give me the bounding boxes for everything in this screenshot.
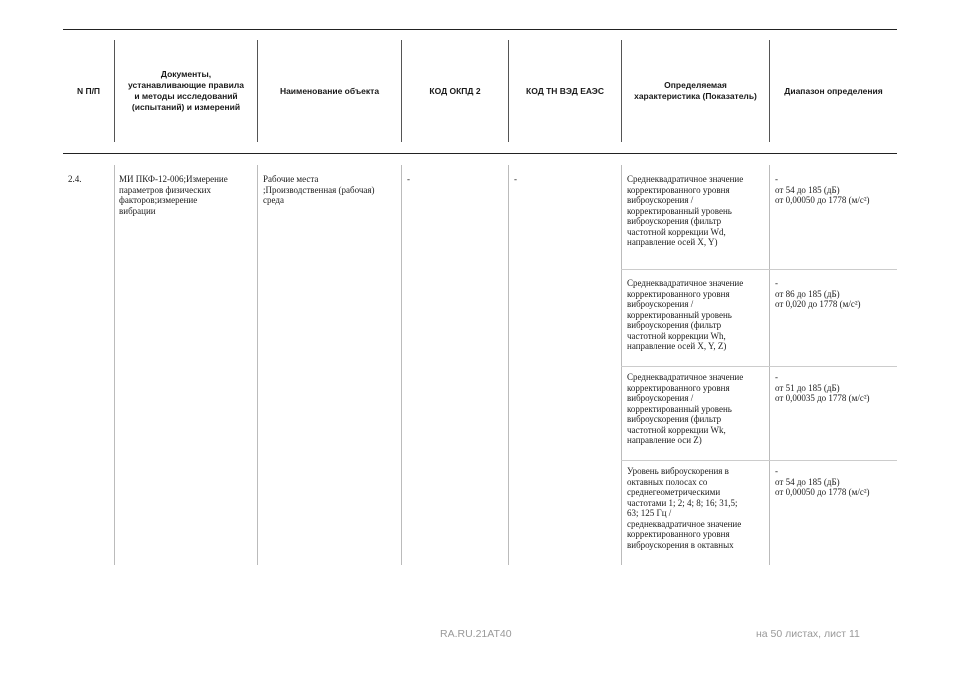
body-divider bbox=[257, 165, 258, 565]
range-cell: - от 51 до 185 (дБ) от 0,00035 до 1778 (м/с²) bbox=[775, 372, 870, 403]
header-okpd-code: КОД ОКПД 2 bbox=[429, 85, 481, 96]
subrow-divider bbox=[621, 366, 897, 367]
row-document: МИ ПКФ-12-006;Измерение параметров физических факторов;измерение вибрации bbox=[119, 174, 228, 216]
body-divider bbox=[114, 165, 115, 565]
footer-sheet-info: на 50 листах, лист 11 bbox=[756, 628, 860, 640]
row-number: 2.4. bbox=[68, 174, 82, 184]
range-cell: - от 54 до 185 (дБ) от 0,00050 до 1778 (м/с²) bbox=[775, 466, 870, 497]
characteristic-cell: Среднеквадратичное значение корректированного уровня виброускорения / корректированный уровень виброускорения (фильтр частотной коррекции Wk, направление оси Z) bbox=[627, 372, 744, 445]
header-bottom-border bbox=[63, 153, 897, 154]
row-object: Рабочие места ;Производственная (рабочая) среда bbox=[263, 174, 375, 205]
footer-certificate-code: RA.RU.21AT40 bbox=[440, 628, 512, 640]
subrow-divider bbox=[621, 460, 897, 461]
body-divider bbox=[508, 165, 509, 565]
subrow-divider bbox=[621, 269, 897, 270]
body-divider bbox=[769, 165, 770, 565]
range-cell: - от 86 до 185 (дБ) от 0,020 до 1778 (м/с²) bbox=[775, 278, 861, 309]
header-tnved-code: КОД ТН ВЭД ЕАЭС bbox=[526, 85, 604, 96]
table-top-border bbox=[63, 29, 897, 30]
characteristic-cell: Среднеквадратичное значение корректированного уровня виброускорения / корректированный уровень виброускорения (фильтр частотной коррекции Wh, направление осей X, Y, Z) bbox=[627, 278, 744, 351]
header-range: Диапазон определения bbox=[784, 85, 883, 96]
characteristic-cell: Среднеквадратичное значение корректированного уровня виброускорения / корректированный уровень виброускорения (фильтр частотной коррекции Wd, направление осей X, Y) bbox=[627, 174, 744, 247]
row-okpd-code: - bbox=[407, 174, 410, 184]
range-cell: - от 54 до 185 (дБ) от 0,00050 до 1778 (м/с²) bbox=[775, 174, 870, 205]
header-documents: Документы, устанавливающие правила и методы исследований (испытаний) и измерений bbox=[128, 69, 244, 112]
header-number: N П/П bbox=[76, 85, 101, 96]
body-divider bbox=[401, 165, 402, 565]
characteristic-cell: Уровень виброускорения в октавных полосах со среднегеометрическими частотами 1; 2; 4; 8; 16; 31,5; 63; 125 Гц / среднеквадратичное значение корректированного уровня виброускорения в октавных bbox=[627, 466, 742, 550]
header-object-name: Наименование объекта bbox=[279, 85, 380, 96]
body-divider bbox=[621, 165, 622, 565]
row-tnved-code: - bbox=[514, 174, 517, 184]
header-characteristic: Определяемая характеристика (Показатель) bbox=[634, 80, 757, 101]
